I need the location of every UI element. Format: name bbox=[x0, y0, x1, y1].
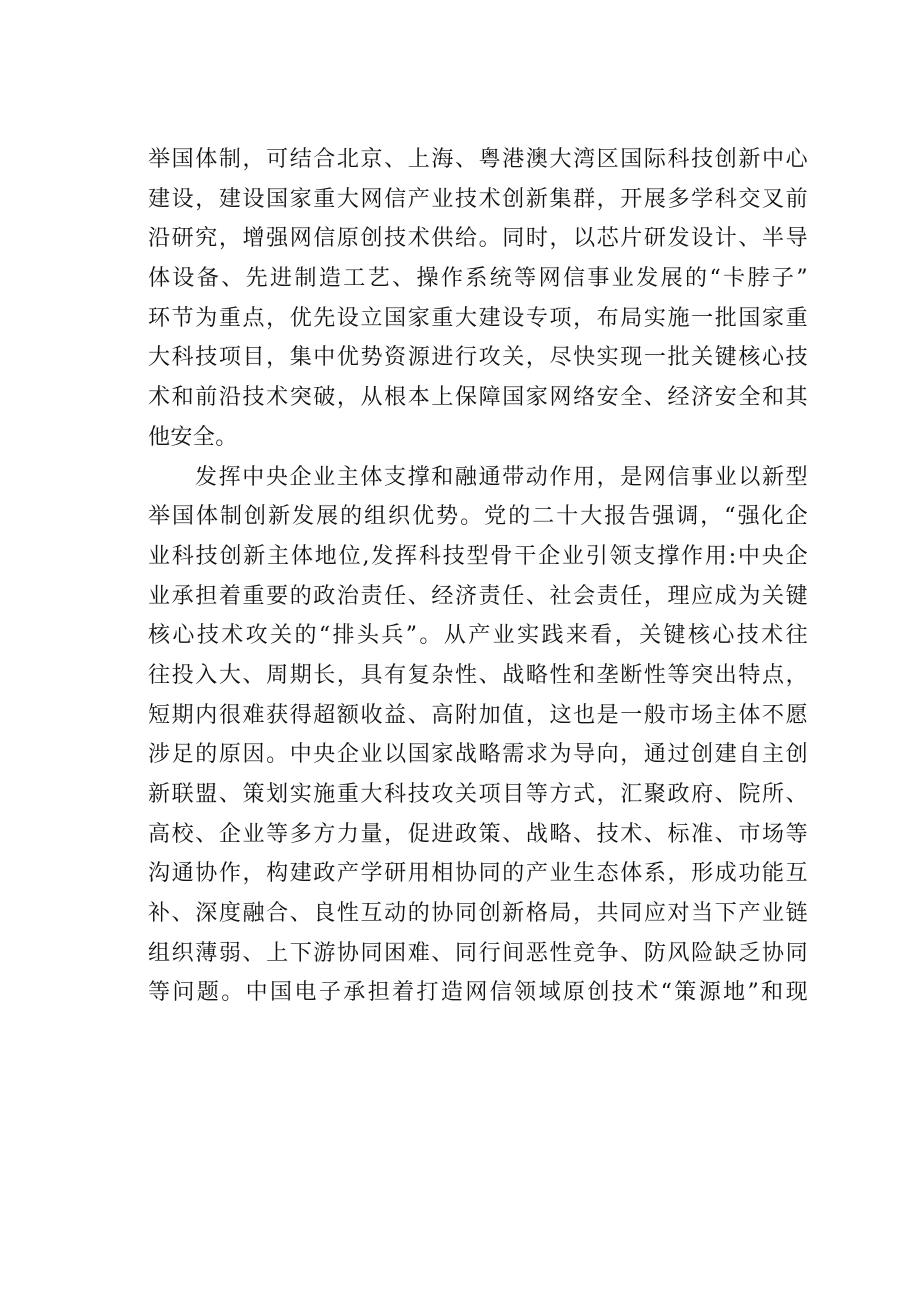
text-line: 核心技术攻关的“排头兵”。从产业实践来看，关键核心技术往 bbox=[148, 623, 808, 649]
text-line: 建设，建设国家重大网信产业技术创新集群，开展多学科交叉前 bbox=[148, 186, 808, 212]
text-line: 他安全。 bbox=[148, 424, 238, 450]
paragraph-1 bbox=[148, 140, 808, 458]
text-line: 举国体制创新发展的组织优势。党的二十大报告强调，“强化企 bbox=[148, 504, 808, 530]
text-line: 发挥中央企业主体支撑和融通带动作用，是网信事业以新型 bbox=[195, 464, 808, 490]
paragraph-2 bbox=[148, 458, 808, 1014]
text-line: 短期内很难获得超额收益、高附加值，这也是一般市场主体不愿 bbox=[148, 702, 808, 728]
text-line: 涉足的原因。中央企业以国家战略需求为导向，通过创建自主创 bbox=[148, 742, 808, 768]
text-line: 组织薄弱、上下游协同困难、同行间恶性竞争、防风险缺乏协同 bbox=[148, 940, 808, 966]
text-line: 术和前沿技术突破，从根本上保障国家网络安全、经济安全和其 bbox=[148, 385, 808, 411]
text-line: 业承担着重要的政治责任、经济责任、社会责任，理应成为关键 bbox=[148, 583, 808, 609]
text-line: 沿研究，增强网信原创技术供给。同时，以芯片研发设计、半导 bbox=[148, 226, 808, 252]
text-line: 业科技创新主体地位,发挥科技型骨干企业引领支撑作用:中央企 bbox=[148, 543, 808, 569]
text-line: 环节为重点，优先设立国家重大建设专项，布局实施一批国家重 bbox=[148, 305, 808, 331]
text-line: 补、深度融合、良性互动的协同创新格局，共同应对当下产业链 bbox=[148, 901, 808, 927]
text-line: 体设备、先进制造工艺、操作系统等网信事业发展的“卡脖子” bbox=[148, 266, 808, 292]
text-line: 往投入大、周期长，具有复杂性、战略性和垄断性等突出特点， bbox=[148, 662, 808, 688]
text-line: 新联盟、策划实施重大科技攻关项目等方式，汇聚政府、院所、 bbox=[148, 782, 808, 807]
text-line: 沟通协作，构建政产学研用相协同的产业生态体系，形成功能互 bbox=[148, 861, 808, 887]
text-line: 大科技项目，集中优势资源进行攻关，尽快实现一批关键核心技 bbox=[148, 345, 808, 371]
text-line: 高校、企业等多方力量，促进政策、战略、技术、标准、市场等 bbox=[148, 821, 808, 847]
body-text bbox=[148, 140, 808, 1013]
text-line: 举国体制，可结合北京、上海、粤港澳大湾区国际科技创新中心 bbox=[148, 147, 808, 172]
text-line: 等问题。中国电子承担着打造网信领域原创技术“策源地”和现 bbox=[148, 980, 808, 1006]
